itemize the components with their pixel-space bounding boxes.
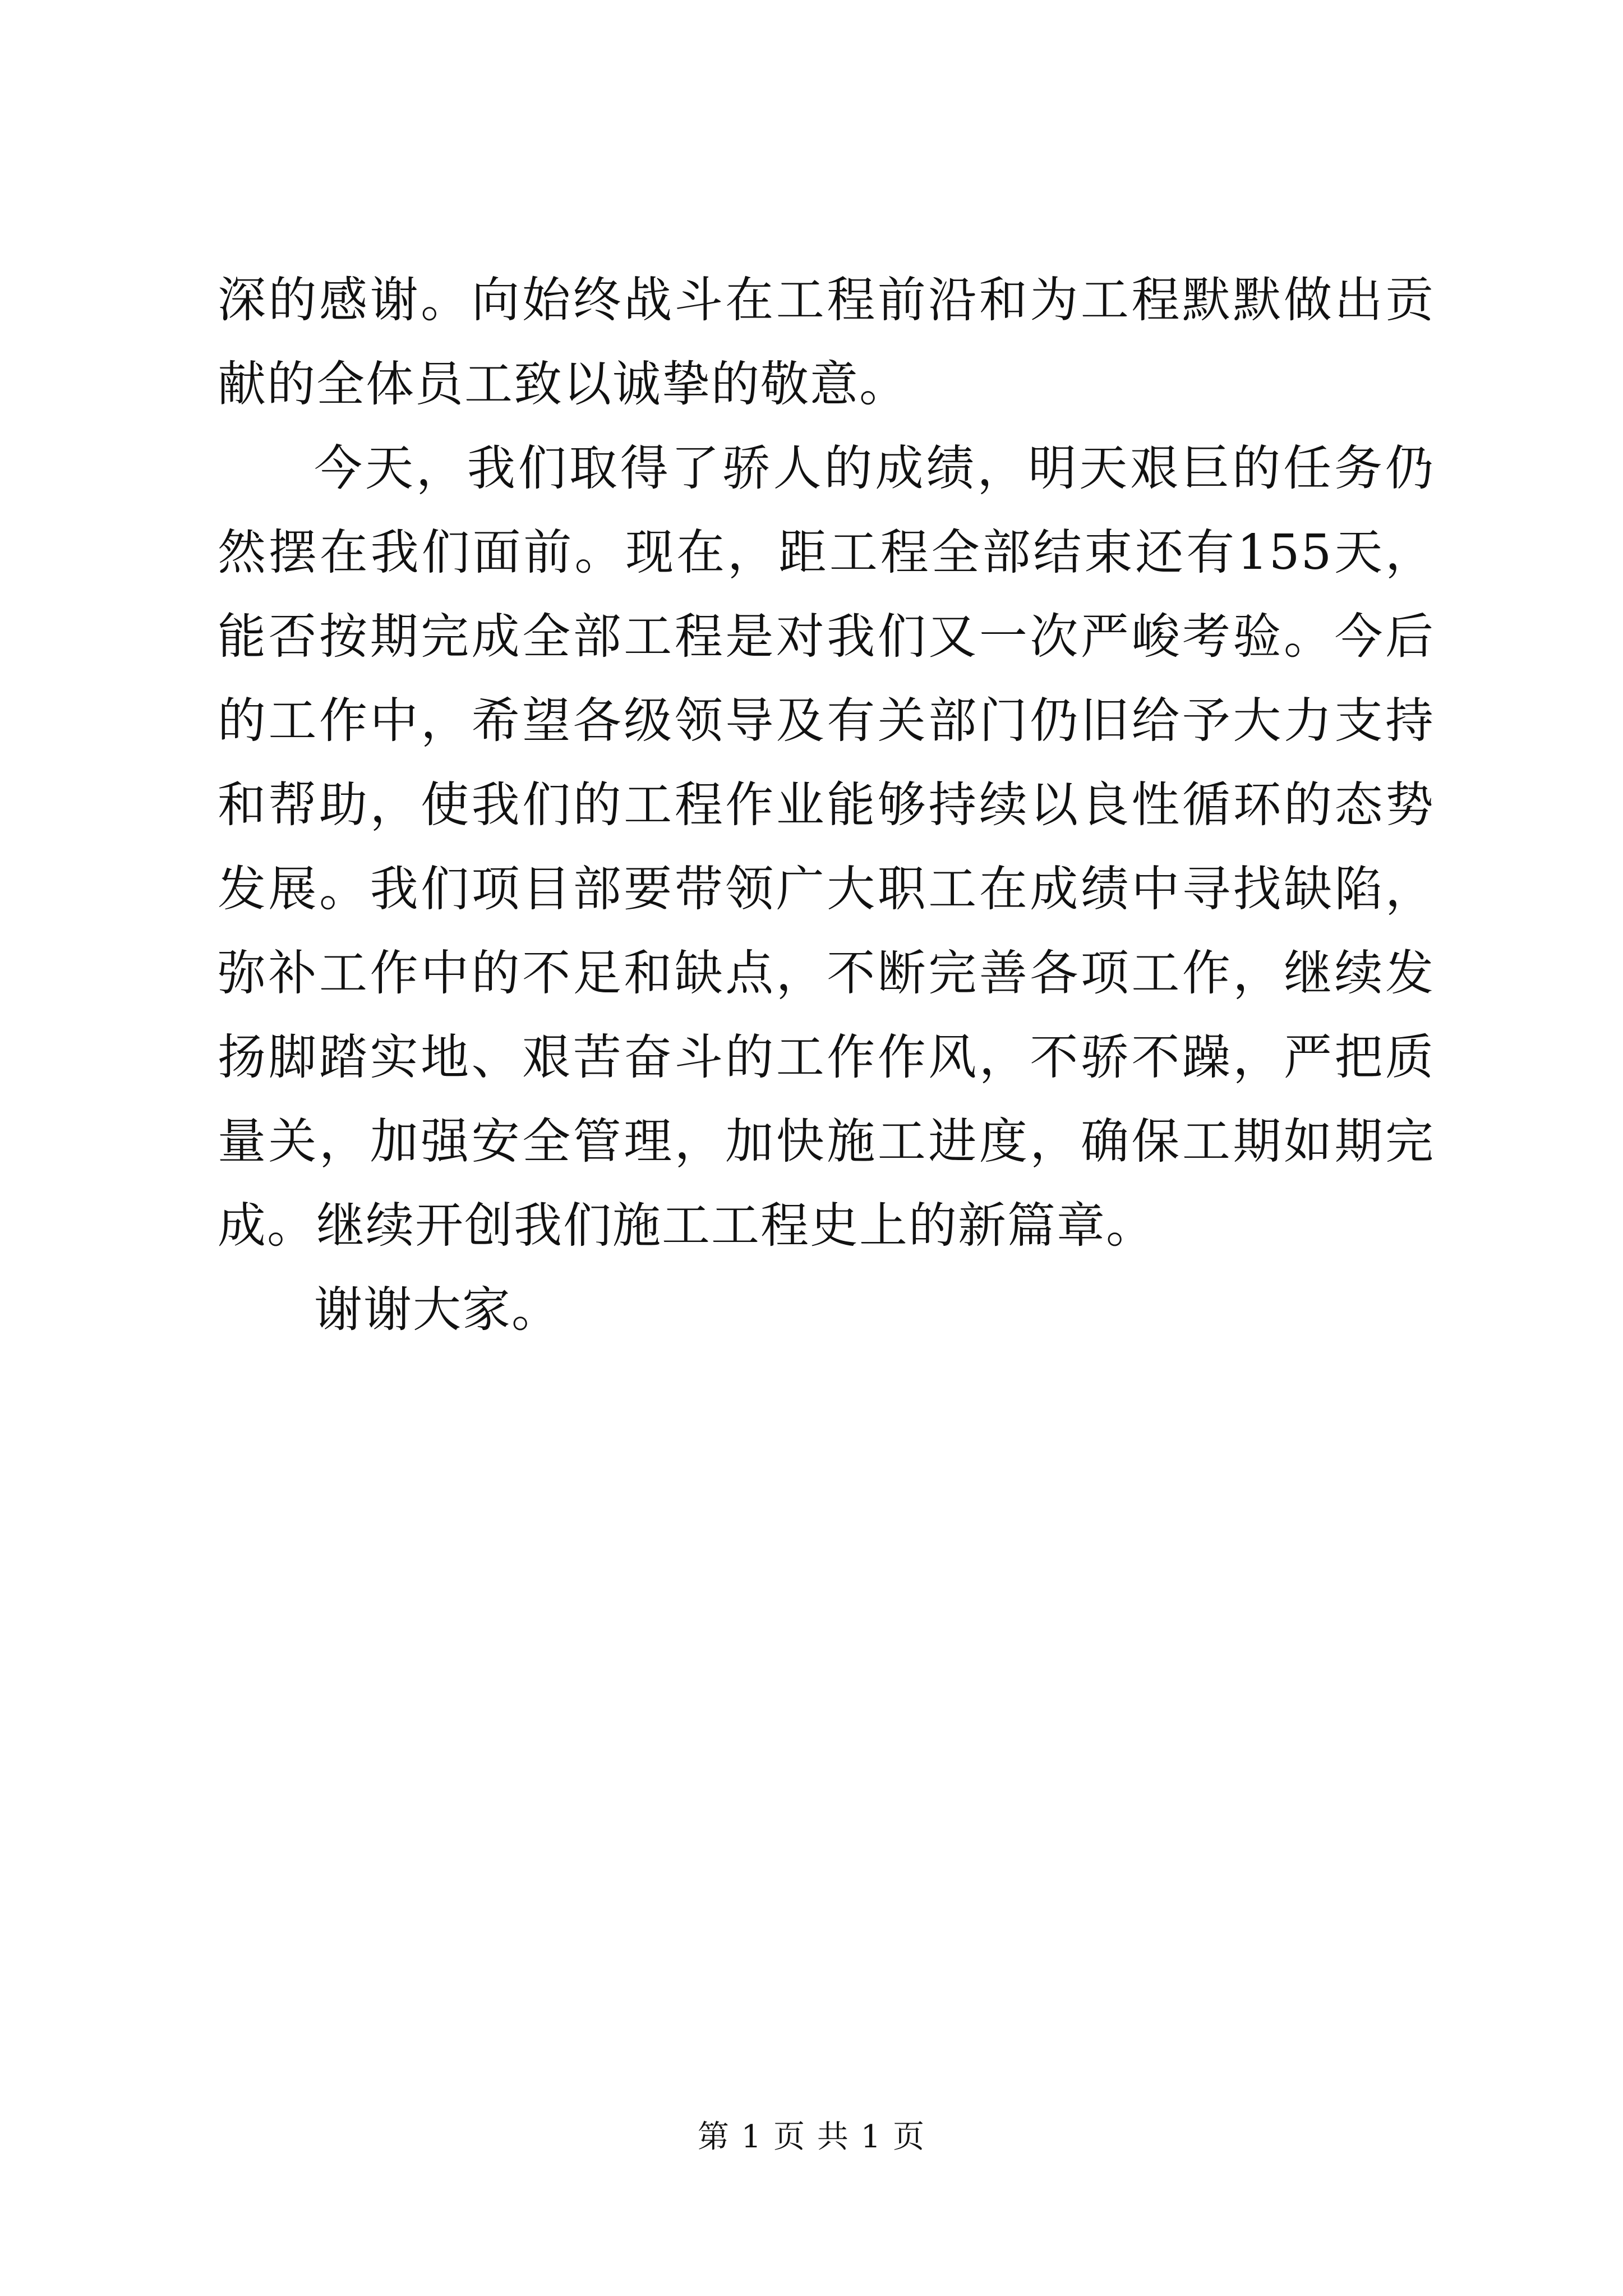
page-footer: 第 1 页 共 1 页 bbox=[697, 2119, 926, 2155]
paragraph-closing: 谢谢大家。 bbox=[314, 1282, 561, 1338]
document-body bbox=[218, 258, 1435, 1352]
paragraph-main: 今天，我们取得了骄人的成绩，明天艰巨的任务仍然摆在我们面前。现在，距工程全部结束还有155天，能否按期完成全部工程是对我们又一次严峻考验。今后的工作中，希望各级领导及有关部门仍旧给予大力支持和帮助，使我们的工程作业能够持续以良性循环的态势发展。我们项目部要带领广大职工在成绩中寻找缺陷，弥补工作中的不足和缺点，不断完善各项工作，继续发扬脚踏实地、艰苦奋斗的工作作风，不骄不躁，严把质量关，加强安全管理，加快施工进度，确保工期如期完成。继续开创我们施工工程史上的新篇章。 bbox=[218, 440, 1435, 1254]
paragraph-continuation: 深的感谢。向始终战斗在工程前沿和为工程默默做出贡献的全体员工致以诚挚的敬意。 bbox=[218, 272, 1435, 412]
